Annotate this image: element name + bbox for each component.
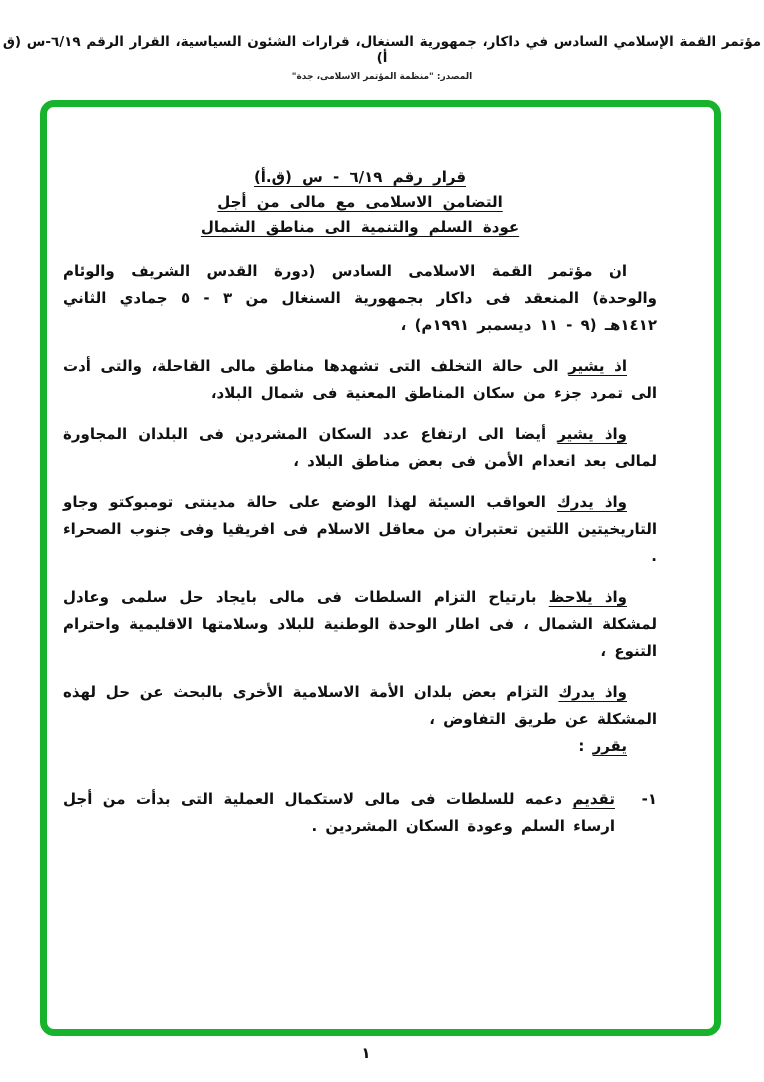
resolution-title [63, 165, 657, 240]
recital-paragraph [63, 584, 657, 665]
paragraph-lead: واذ يدرك [557, 493, 627, 511]
paragraph-text: أيضا الى ارتفاع عدد السكان المشردين فى البلدان المجاورة لمالى بعد انعدام الأمن فى بعض مناطق البلاد ، [63, 425, 657, 470]
content-border-box [40, 100, 721, 1036]
paragraph-lead: واذ يشير [557, 425, 627, 443]
resolution-number-line: قرار رقم ٦/١٩ - س (ق.أ) [253, 168, 467, 186]
resolution-body [47, 107, 714, 840]
header-title: مؤتمر القمة الإسلامي السادس في داكار، جمهورية السنغال، قرارات الشئون السياسية، القرار الرقم ٦/١٩-س (ق أ) [2, 34, 762, 66]
recital-paragraph [63, 353, 657, 407]
item-lead: تقديم [572, 790, 615, 808]
decision-item [63, 786, 657, 840]
page-number: ١ [361, 1044, 371, 1062]
recital-paragraph [63, 679, 657, 733]
paragraph-text: بارتياح التزام السلطات فى مالى بايجاد حل سلمى وعادل لمشكلة الشمال ، فى اطار الوحدة الوطنية للبلاد وسلامتها الاقليمية واحترام التنوع ، [63, 588, 657, 660]
paragraph-text: التزام بعض بلدان الأمة الاسلامية الأخرى بالبحث عن حل لهذه المشكلة عن طريق التفاوض ، [63, 683, 657, 728]
paragraph-text: العواقب السيئة لهذا الوضع على حالة مدينتى تومبوكتو وجاو التاريخيتين اللتين تعتبران من معاقل الاسلام فى افريقيا وفى جنوب الصحراء . [63, 493, 657, 565]
decides-lead: يقرر [592, 737, 627, 755]
preamble-paragraph [63, 258, 657, 339]
paragraph-lead: واذ يدرك [558, 683, 627, 701]
document-header [0, 0, 764, 82]
item-number: ١- [641, 790, 657, 808]
recital-paragraph [63, 421, 657, 475]
item-body-text: دعمه للسلطات فى مالى لاستكمال العملية التى بدأت من أجل ارساء السلم وعودة السكان المشردين . [63, 790, 615, 835]
header-source: المصدر: "منظمة المؤتمر الاسلامى، جدة" [291, 72, 473, 82]
recital-paragraph [63, 489, 657, 570]
paragraph-lead: واذ يلاحظ [548, 588, 627, 606]
resolution-subject-line-1: التضامن الاسلامى مع مالى من أجل [217, 193, 503, 211]
paragraph-text: ان مؤتمر القمة الاسلامى السادس (دورة القدس الشريف والوئام والوحدة) المنعقد فى داكار بجمهورية السنغال من ٣ - ٥ جمادي الثاني ١٤١٢هـ (٩ - ١١ ديسمبر ١٩٩١م) ، [63, 262, 658, 334]
resolution-subject-line-2: عودة السلم والتنمية الى مناطق الشمال [200, 218, 520, 236]
decides-heading [63, 733, 657, 760]
paragraph-text: الى حالة التخلف التى تشهدها مناطق مالى القاحلة، والتى أدت الى تمرد جزء من سكان المناطق المعنية فى شمال البلاد، [63, 357, 657, 402]
decides-suffix: : [578, 737, 593, 755]
item-text [63, 786, 615, 840]
paragraph-lead: اذ يشير [568, 357, 627, 375]
